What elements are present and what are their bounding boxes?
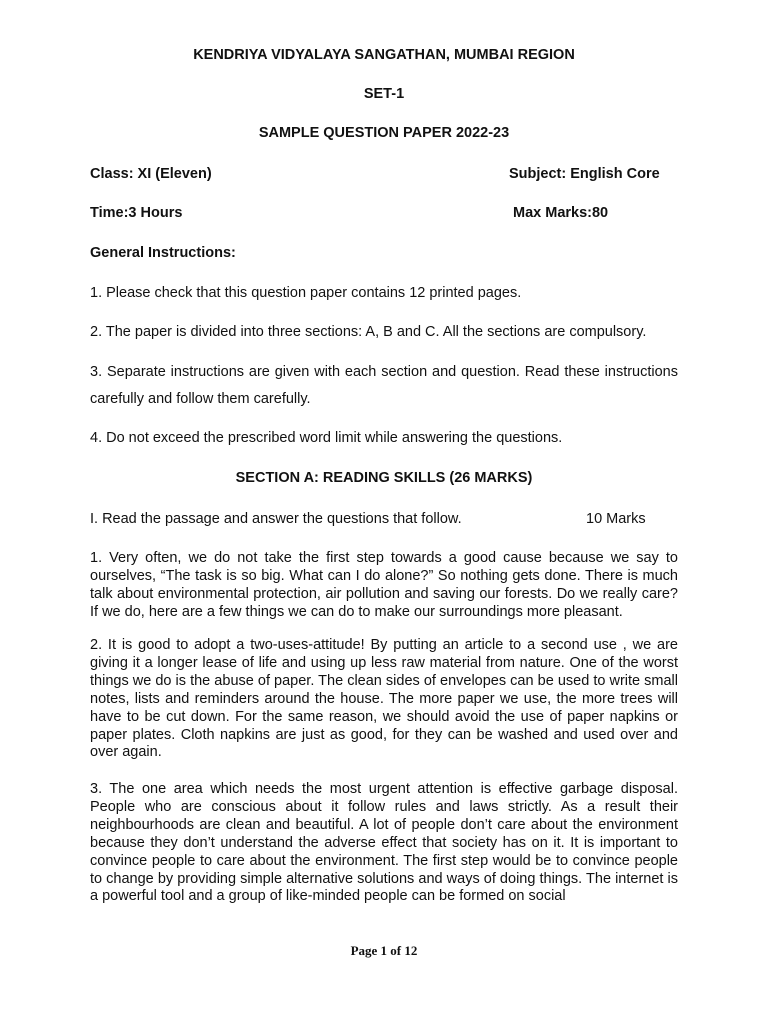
instruction-item: 2. The paper is divided into three sections: A, B and C. All the sections are compulsory. [90,324,647,340]
section-a-title: SECTION A: READING SKILLS (26 MARKS) [235,470,533,486]
subject-label: Subject: English Core [509,166,660,182]
passage-paragraph: 2. It is good to adopt a two-uses-attitude! By putting an article to a second use , we are giving it a longer lease of life and using up less raw material from nature. One of the worst things we do is the abuse of paper. The clean sides of envelopes can be used to write small notes, lists and reminders around the house. The more paper we use, the more trees will have to be cut down. For the same reason, we should avoid the use of paper napkins or paper plates. Cloth napkins are just as good, for they can be washed and used over and over again. [90,637,678,761]
question-prompt-row [90,511,678,527]
instruction-item: 4. Do not exceed the prescribed word limit while answering the questions. [90,430,563,446]
instruction-item: 1. Please check that this question paper contains 12 printed pages. [90,285,522,301]
page-number: Page 1 of 12 [350,943,418,958]
max-marks-label: Max Marks:80 [513,205,609,221]
time-label: Time:3 Hours [90,205,183,221]
passage-paragraph: 1. Very often, we do not take the first step towards a good cause because we say to ourselves, “The task is so big. What can I do alone?” So nothing gets done. There is much talk about environmental protection, air pollution and saving our forests. Do we really care? If we do, here are a few things we can do to make our surroundings more pleasant. [90,550,678,620]
question-paper-page [90,0,678,1024]
instructions-heading: General Instructions: [90,245,236,261]
instruction-item: 3. Separate instructions are given with each section and question. Read these instructions carefully and follow them carefully. [90,364,678,407]
question-marks: 10 Marks [586,511,646,527]
organization-title: KENDRIYA VIDYALAYA SANGATHAN, MUMBAI REGION [193,47,575,63]
class-label: Class: XI (Eleven) [90,166,212,182]
question-prompt: I. Read the passage and answer the questions that follow. [90,511,462,527]
set-label: SET-1 [363,86,405,102]
paper-title: SAMPLE QUESTION PAPER 2022-23 [258,125,510,141]
passage-paragraph: 3. The one area which needs the most urgent attention is effective garbage disposal. People who are conscious about it follow rules and laws strictly. As a result their neighbourhoods are clean and beautiful. A lot of people don’t care about the environment because they don’t understand the adverse effect that society has on it. It is important to convince people to care about the environment. The first step would be to convince people to change by providing simple alternative solutions and ways of doing things. The internet is a powerful tool and a group of like-minded people can be formed on social [90,781,678,905]
